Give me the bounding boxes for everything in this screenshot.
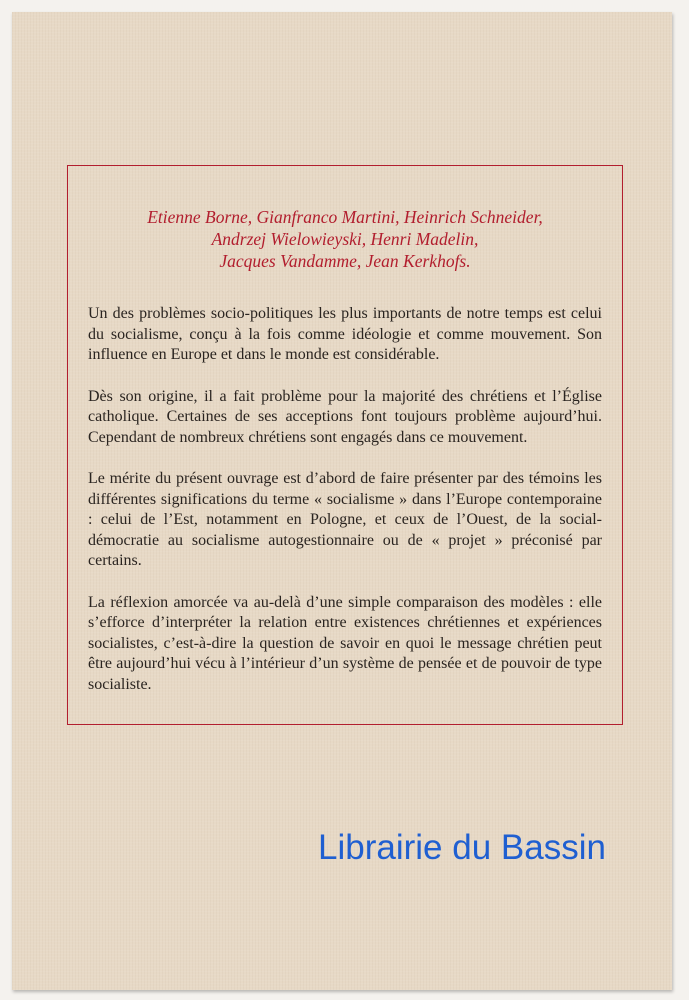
blurb-paragraph: La réflexion amorcée va au-delà d’une simple comparaison des modèles : elle s’efforce d’interpréter la relation entre existences chrétiennes et expériences socialistes, c’est-à-dire la question de savoir en quoi le message chrétien peut être aujourd’hui vécu à l’intérieur d’un système de pensée et de pouvoir de type socialiste.: [88, 593, 602, 693]
author-line: Jacques Vandamme, Jean Kerkhofs.: [219, 251, 471, 271]
author-line: Etienne Borne, Gianfranco Martini, Heinrich Schneider,: [147, 207, 543, 227]
text-frame: [67, 165, 623, 725]
author-line: Andrzej Wielowieyski, Henri Madelin,: [211, 229, 479, 249]
blurb-paragraph: Un des problèmes socio-politiques les plus importants de notre temps est celui du socialisme, conçu à la fois comme idéologie et comme mouvement. Son influence en Europe et dans le monde est considérable.: [88, 305, 602, 363]
watermark-text: Librairie du Bassin: [318, 828, 606, 867]
author-list: [68, 206, 622, 272]
blurb: [88, 304, 602, 716]
blurb-paragraph: Le mérite du présent ouvrage est d’abord de faire présenter par des témoins les différentes significations du terme « socialisme » dans l’Europe contemporaine : celui de l’Est, notamment en Pologne, et ceux de l’Ouest, de la social-démocratie au socialisme autogestionnaire ou de « projet » préconisé par certains.: [88, 470, 602, 569]
blurb-paragraph: Dès son origine, il a fait problème pour la majorité des chrétiens et l’Église catholique. Certaines de ses acceptions font toujours problème aujourd’hui. Cependant de nombreux chrétiens sont engagés dans ce mouvement.: [88, 387, 602, 446]
